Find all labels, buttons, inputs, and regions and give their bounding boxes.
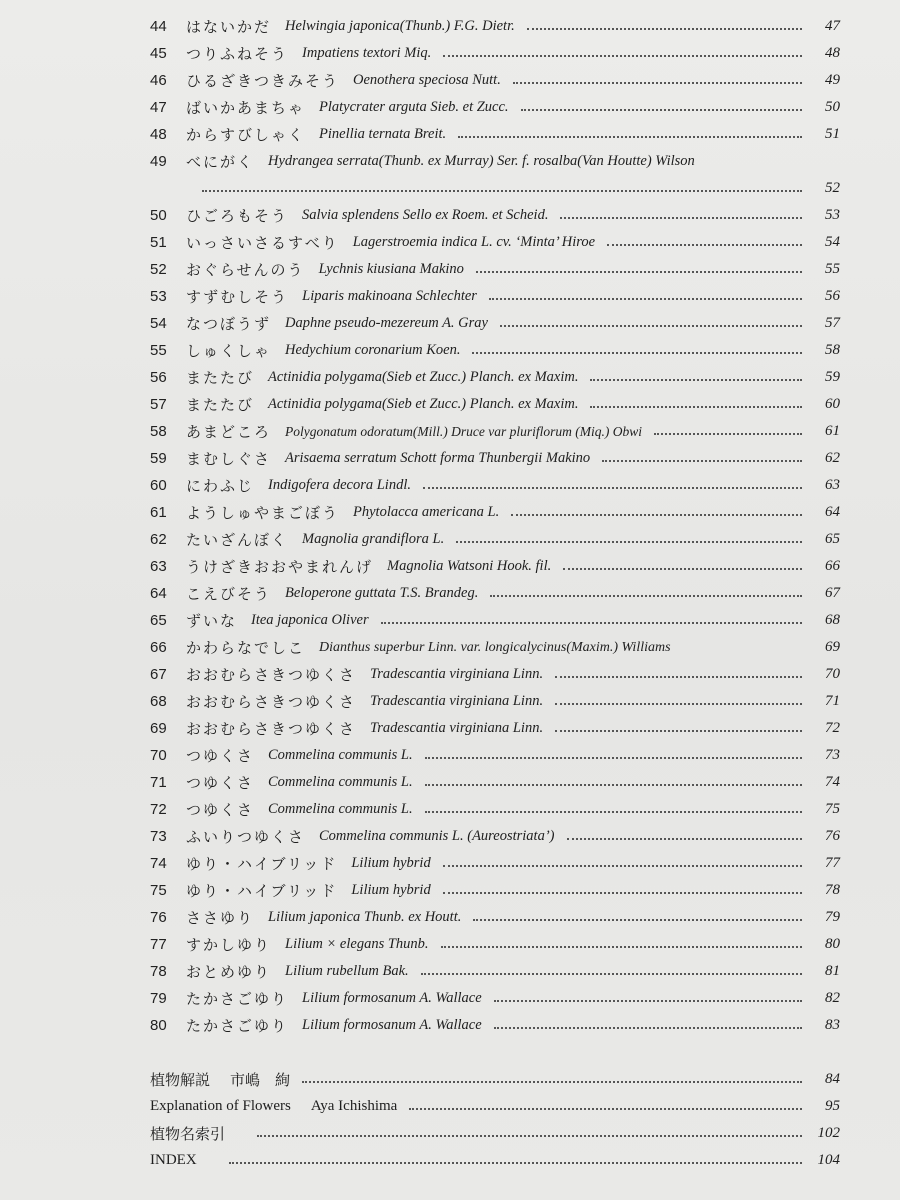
leader-dots [560,216,802,219]
toc-entry-50 [150,202,840,229]
japanese-name: べにがく [186,153,255,171]
japanese-name: あまどころ [186,423,272,441]
page-number: 75 [825,801,840,817]
scientific-name: Arisaema serratum Schott forma Thunbergii Makino [285,450,591,466]
scientific-name: Lilium japonica Thunb. ex Houtt. [268,909,462,925]
entry-number: 70 [150,747,167,764]
japanese-name: またたび [186,396,255,414]
scientific-name: Hydrangea serrata(Thunb. ex Murray) Ser. f. rosalba(Van Houtte) Wilson [268,153,695,169]
japanese-name: つゆくさ [186,747,255,765]
toc-entry-53 [150,283,840,310]
page-number: 54 [825,234,840,250]
leader-dots [500,324,802,327]
entry-number: 60 [150,477,167,494]
toc-entry-61 [150,499,840,526]
leader-dots [590,378,802,381]
section-title: INDEX [150,1152,197,1168]
leader-dots [476,270,802,273]
toc-entry-72 [150,796,840,823]
leader-dots [521,108,802,111]
entry-number: 47 [150,99,167,116]
scientific-name: Magnolia grandiflora L. [302,531,445,547]
japanese-name: ずいな [186,612,238,630]
scientific-name: Commelina communis L. [268,801,413,817]
toc-entry-66 [150,634,840,661]
toc-entry-52 [150,256,840,283]
toc-entry-76 [150,904,840,931]
page-number: 47 [825,18,840,34]
page-number: 56 [825,288,840,304]
leader-dots [494,1026,802,1029]
section-title: 植物名索引 [150,1127,226,1143]
leader-dots [443,864,802,867]
page-number: 74 [825,774,840,790]
leader-dots [409,1107,802,1110]
toc-entry-78 [150,958,840,985]
scientific-name: Hedychium coronarium Koen. [285,342,461,358]
japanese-name: ようしゅやまごぼう [186,504,340,522]
toc-entry-64 [150,580,840,607]
scientific-name: Oenothera speciosa Nutt. [353,72,501,88]
leader-dots [654,432,802,435]
entry-number: 62 [150,531,167,548]
scientific-name: Tradescantia virginiana Linn. [370,720,544,736]
toc-entry-49 [150,148,840,175]
scientific-name: Daphne pseudo-mezereum A. Gray [285,315,488,331]
japanese-name: つゆくさ [186,801,255,819]
leader-dots [602,459,802,462]
section-author: 市嶋 絢 [230,1073,291,1089]
scientific-name: Lychnis kiusiana Makino [318,261,464,277]
leader-dots [489,297,802,300]
leader-dots [590,405,802,408]
leader-dots [458,135,802,138]
toc-entry-74 [150,850,840,877]
entry-number: 54 [150,315,167,332]
toc-entry-55 [150,337,840,364]
entry-number: 77 [150,936,167,953]
page-number: 73 [825,747,840,763]
entry-number: 63 [150,558,167,575]
toc-entry-57 [150,391,840,418]
page-number: 81 [825,963,840,979]
scientific-name: Commelina communis L. (Aureostriata’) [319,828,555,844]
scientific-name: Commelina communis L. [268,774,413,790]
page-number: 79 [825,909,840,925]
page-number: 64 [825,504,840,520]
entry-number: 45 [150,45,167,62]
entry-number: 53 [150,288,167,305]
page-number: 53 [825,207,840,223]
scientific-name: Itea japonica Oliver [251,612,369,628]
entry-number: 48 [150,126,167,143]
page-number: 61 [825,423,840,439]
scientific-name: Commelina communis L. [268,747,413,763]
page-number: 83 [825,1017,840,1033]
section-author: Aya Ichishima [310,1098,398,1114]
page-number: 82 [825,990,840,1006]
japanese-name: おおむらさきつゆくさ [186,666,357,684]
toc-entry-44 [150,13,840,40]
scientific-name: Lilium formosanum A. Wallace [302,990,482,1006]
page-number: 71 [825,693,840,709]
toc-entry-79 [150,985,840,1012]
leader-dots [441,945,802,948]
entry-number: 76 [150,909,167,926]
entry-number: 52 [150,261,167,278]
page-number: 48 [825,45,840,61]
leader-dots [527,27,802,30]
entry-number: 75 [150,882,167,899]
japanese-name: ささゆり [186,909,255,927]
scientific-name: Tradescantia virginiana Linn. [370,693,544,709]
entry-number: 71 [150,774,167,791]
toc-entry-59 [150,445,840,472]
toc-entry-67 [150,661,840,688]
entry-number: 66 [150,639,167,656]
entry-number: 59 [150,450,167,467]
japanese-name: かわらなでしこ [186,639,306,657]
scientific-name: Lilium formosanum A. Wallace [302,1017,482,1033]
entry-number: 79 [150,990,167,1007]
leader-dots [425,756,802,759]
entry-number: 72 [150,801,167,818]
section-title: Explanation of Flowers [150,1098,291,1114]
toc-entry-45 [150,40,840,67]
scientific-name: Salvia splendens Sello ex Roem. et Scheid. [302,207,549,223]
scientific-name: Tradescantia virginiana Linn. [370,666,544,682]
leader-dots [302,1080,802,1083]
entry-number: 67 [150,666,167,683]
toc-entry-65 [150,607,840,634]
scientific-name: Dianthus superbur Linn. var. longicalycinus(Maxim.) Williams [319,639,671,655]
entry-number: 65 [150,612,167,629]
entry-number: 46 [150,72,167,89]
leader-dots [683,649,802,650]
scientific-name: Impatiens textori Miq. [302,45,432,61]
page-number: 95 [825,1098,840,1114]
leader-dots [229,1161,802,1164]
page-number: 68 [825,612,840,628]
toc-entry-73 [150,823,840,850]
leader-dots [443,54,802,57]
leader-dots [555,675,802,678]
page-number: 67 [825,585,840,601]
toc-entry-60 [150,472,840,499]
page-number: 72 [825,720,840,736]
scientific-name: Polygonatum odoratum(Mill.) Druce var pluriflorum (Miq.) Obwi [285,423,642,439]
leader-dots [511,513,802,516]
entry-number: 49 [150,153,167,170]
page-number: 69 [825,639,840,655]
japanese-name: またたび [186,369,255,387]
toc-entry-75 [150,877,840,904]
leader-dots [494,999,802,1002]
entry-number: 57 [150,396,167,413]
japanese-name: つゆくさ [186,774,255,792]
japanese-name: おおむらさきつゆくさ [186,693,357,711]
page-number: 58 [825,342,840,358]
leader-dots [425,810,802,813]
leader-dots [423,486,802,489]
page-number: 70 [825,666,840,682]
leader-dots [472,351,802,354]
page-number: 50 [825,99,840,115]
entry-number: 61 [150,504,167,521]
entry-number: 68 [150,693,167,710]
page-number: 102 [817,1125,840,1141]
leader-dots [257,1134,802,1137]
entry-number: 55 [150,342,167,359]
japanese-name: おとめゆり [186,963,272,981]
page-number: 60 [825,396,840,412]
japanese-name: たかさごゆり [186,1017,289,1035]
toc-entry-49-continuation [150,175,840,202]
toc-entry-48 [150,121,840,148]
japanese-name: ひごろもそう [186,207,289,225]
toc-entry-69 [150,715,840,742]
japanese-name: なつぼうず [186,315,272,333]
page-number: 66 [825,558,840,574]
scientific-name: Lilium hybrid [351,882,431,898]
page-number: 52 [825,180,840,196]
japanese-name: たいざんぼく [186,531,289,549]
leader-dots [607,243,802,246]
scientific-name: Lilium rubellum Bak. [285,963,409,979]
entry-number: 78 [150,963,167,980]
japanese-name: ひるざきつきみそう [186,72,340,90]
japanese-name: すかしゆり [186,936,272,954]
japanese-name: ゆり・ハイブリッド [186,882,338,900]
page-number: 65 [825,531,840,547]
toc-entry-68 [150,688,840,715]
leader-dots [421,972,802,975]
scientific-name: Helwingia japonica(Thunb.) F.G. Dietr. [285,18,515,34]
scientific-name: Lilium × elegans Thunb. [285,936,429,952]
japanese-name: ゆり・ハイブリッド [186,855,338,873]
japanese-name: しゅくしゃ [186,342,272,360]
japanese-name: こえびそう [186,585,272,603]
scientific-name: Magnolia Watsoni Hook. fil. [387,558,552,574]
page-number: 84 [825,1071,840,1087]
japanese-name: おおむらさきつゆくさ [186,720,357,738]
entry-number: 69 [150,720,167,737]
japanese-name: うけざきおおやまれんげ [186,558,374,576]
scientific-name: Lilium hybrid [351,855,431,871]
toc-entry-51 [150,229,840,256]
leader-dots [555,702,802,705]
toc-entry-47 [150,94,840,121]
toc-entry-54 [150,310,840,337]
toc-entry-71 [150,769,840,796]
page-number: 76 [825,828,840,844]
japanese-name: すずむしそう [186,288,289,306]
leader-dots [563,567,802,570]
leader-dots [456,540,802,543]
scientific-name: Beloperone guttata T.S. Brandeg. [285,585,479,601]
entry-number: 80 [150,1017,167,1034]
leader-dots [567,837,803,840]
section-index [150,1147,840,1174]
japanese-name: はないかだ [186,18,272,36]
japanese-name: まむしぐさ [186,450,272,468]
page-number: 104 [817,1152,840,1168]
section-explanation-of-flowers [150,1093,840,1120]
page-number: 78 [825,882,840,898]
entry-number: 56 [150,369,167,386]
toc-entry-70 [150,742,840,769]
leader-dots [202,189,802,192]
scientific-name: Platycrater arguta Sieb. et Zucc. [319,99,509,115]
scientific-name: Pinellia ternata Breit. [319,126,447,142]
entry-number: 50 [150,207,167,224]
scientific-name: Liparis makinoana Schlechter [302,288,477,304]
japanese-name: ふいりつゆくさ [186,828,306,846]
scientific-name: Phytolacca americana L. [353,504,500,520]
toc-entry-62 [150,526,840,553]
page-number: 77 [825,855,840,871]
japanese-name: たかさごゆり [186,990,289,1008]
page-number: 49 [825,72,840,88]
page-number: 59 [825,369,840,385]
scientific-name: Actinidia polygama(Sieb et Zucc.) Planch. ex Maxim. [268,396,579,412]
scientific-name: Lagerstroemia indica L. cv. ‘Minta’ Hiroe [352,234,596,250]
leader-dots [513,81,802,84]
japanese-name: つりふねそう [186,45,289,63]
scientific-name: Indigofera decora Lindl. [268,477,411,493]
section-title: 植物解説 [150,1073,211,1089]
section-plant-commentary [150,1066,840,1093]
toc-entry-58 [150,418,840,445]
page-number: 80 [825,936,840,952]
toc-entry-46 [150,67,840,94]
toc-entry-77 [150,931,840,958]
entry-number: 58 [150,423,167,440]
leader-dots [490,594,802,597]
toc-entry-80 [150,1012,840,1039]
entry-number: 64 [150,585,167,602]
entry-number: 73 [150,828,167,845]
japanese-name: ばいかあまちゃ [186,99,306,117]
leader-dots [473,918,802,921]
entry-number: 51 [150,234,167,251]
page-number: 51 [825,126,840,142]
toc-entry-56 [150,364,840,391]
entry-number: 44 [150,18,167,35]
japanese-name: にわふじ [186,477,255,495]
leader-dots [381,621,802,624]
leader-dots [443,891,802,894]
leader-dots [425,783,802,786]
page-number: 55 [825,261,840,277]
scientific-name: Actinidia polygama(Sieb et Zucc.) Planch. ex Maxim. [268,369,579,385]
page-number: 57 [825,315,840,331]
page-number: 63 [825,477,840,493]
page-number: 62 [825,450,840,466]
japanese-name: いっさいさるすべり [186,234,339,252]
toc-entry-63 [150,553,840,580]
japanese-name: からすびしゃく [186,126,306,144]
entry-number: 74 [150,855,167,872]
japanese-name: おぐらせんのう [186,261,305,279]
section-plant-name-index [150,1120,840,1147]
leader-dots [555,729,802,732]
